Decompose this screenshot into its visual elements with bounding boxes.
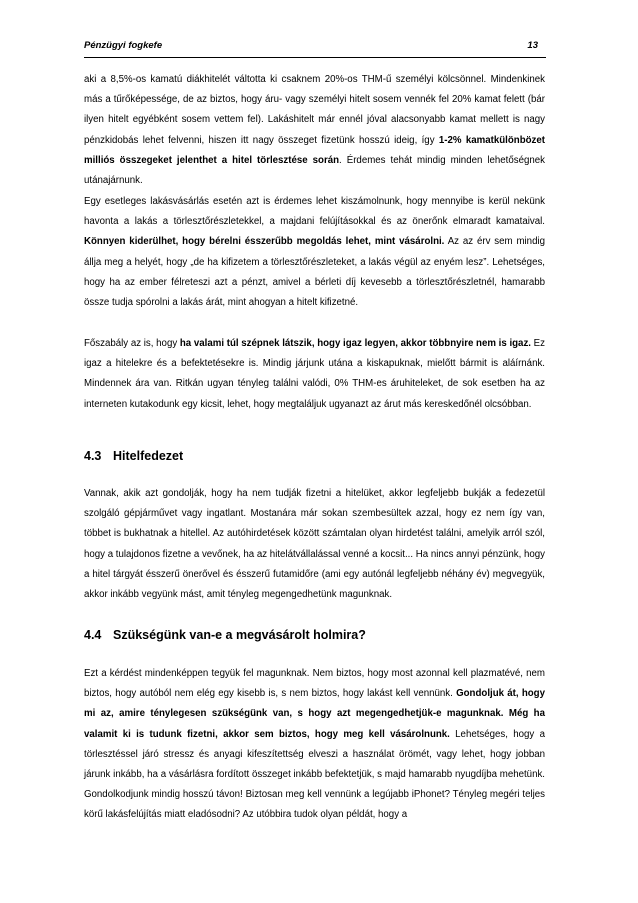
paragraph-emphasis: ha valami túl szépnek látszik, hogy igaz legyen, akkor többnyire nem is igaz. — [179, 338, 531, 349]
paragraph-text: Főszabály az is, hogy — [84, 338, 180, 349]
paragraph-text: aki a 8,5%-os kamatú diákhitelét váltotta ki csaknem 20%-os THM-ű személyi kölcsönnel. Mindenkinek más a tűrőképessége, de az biztos, hogy áru- vagy személyi hitelt sosem vennék fel 20% kamat felett (bár ilyen hitelt egyébként sosem vettem fel). Lakáshitelt már ennél jóval alacsonyabb kamat mellett is nagy pénzkidobás lehet felvenni, hiszen itt nagy összeget fizetünk hosszú ideig, így — [84, 74, 545, 146]
section-title: Hitelfedezet — [113, 449, 184, 463]
section-heading-4-4 — [84, 628, 366, 642]
running-title: Pénzügyi fogkefe — [84, 40, 163, 51]
section-title: Szükségünk van-e a megvásárolt holmira? — [113, 628, 366, 642]
paragraph-do-we-need-it — [84, 664, 545, 826]
paragraph-text: Lehetséges, hogy a törlesztéssel járó stressz és anyagi kifeszítettség elveszi a használat örömét, vagy lehet, hogy jobban járunk inkább, ha a vásárlásra fordított összeget inkább befektetjük, s majd hamarabb nyugdíjba mehetünk. Gondolkodjunk mindig hosszú távon! Biztosan meg kell vennünk a legújabb iPhonet? Tényleg megéri teljes körű lakásfelújítás miatt eladósodni? Az utóbbira tudok olyan példát, hogy a — [84, 728, 545, 821]
page-header — [84, 40, 546, 58]
paragraph-text: Vannak, akik azt gondolják, hogy ha nem tudják fizetni a hitelüket, akkor legfeljebb bukják a fedezetül szolgáló gépjárművet vagy ingatlant. Mostanára már sokan szembesültek azzal, hogy ez nem így van, többet is bukhatnak a hitellel. Az autóhirdetések között számtalan olyan hirdetést találni, amelyik arról szól, hogy a tulajdonos fizetne a vevőnek, ha az hitelátvállalással venné a kocsit... Ha nincs annyi pénzünk, hogy a hitel tárgyát ésszerű önerővel és ésszerű futamidőre (ami egy autónál legfeljebb néhány év) megvegyük, akkor inkább vegyünk mást, amit tényleg megengedhetünk magunknak. — [84, 488, 545, 601]
paragraph-loan-interest — [84, 70, 545, 191]
paragraph-emphasis: Könnyen kiderülhet, hogy bérelni ésszerűbb megoldás lehet, mint vásárolni. — [84, 236, 445, 248]
paragraph-text: Ezt a kérdést mindenképpen tegyük fel magunknak. Nem biztos, hogy most azonnal kell plazmatévé, nem biztos, hogy autóból nem elég egy kisebb is, s nem biztos, hogy lakást kell vennünk. — [84, 668, 545, 700]
section-number: 4.3 — [84, 449, 102, 463]
paragraph-too-good-to-be-true — [84, 334, 545, 415]
paragraph-text: Ez igaz a hitelekre és a befektetésekre is. Mindig járjunk utána a kiskapuknak, mielőtt bármit is aláírnánk. Mindennek ára van. Ritkán ugyan tényleg találni valódi, 0% THM-es áruhiteleket, de sok esetben ha az interneten kutakodunk egy kicsit, lehet, hogy megtaláljuk ugyanazt az árut más kereskedőnél olcsóbban. — [84, 338, 545, 410]
header-rule — [84, 57, 546, 58]
section-heading-4-3 — [84, 449, 183, 463]
paragraph-text: Egy esetleges lakásvásárlás esetén azt is érdemes lehet kiszámolnunk, hogy mennyibe is kerül nekünk havonta a lakás a törlesztőrészletekkel, a majdani felújításokkal és az önerőnk elmaradt kamataival. — [84, 196, 545, 228]
paragraph-text: . Érdemes tehát mindig minden lehetőségnek utánajárnunk. — [84, 154, 545, 187]
paragraph-collateral — [84, 484, 545, 605]
paragraph-emphasis: 1-2% kamatkülönbözet milliós összegeket jelenthet a hitel törlesztése során — [84, 134, 546, 166]
paragraph-rent-vs-buy — [84, 192, 545, 313]
page-number: 13 — [527, 40, 538, 51]
paragraph-emphasis: Gondoljuk át, hogy mi az, amire ténylegesen szükségünk van, s hogy azt megengedhetjük-e magunknak. Még ha valamit ki is tudunk fizetni, akkor sem biztos, hogy meg kell vásárolnunk. — [84, 688, 545, 740]
paragraph-text: Az az érv sem mindig állja meg a helyét, hogy „de ha kifizetem a törlesztőrészleteket, a lakás végül az enyém lesz”. Lehetséges, hogy ha az ember félreteszi azt a pénzt, amivel a bérleti díj kevesebb a törlesztőrészletnél, hamarabb össze tudja spórolni a lakás árát, mint ahogyan a hitelt kifizetné. — [84, 236, 545, 309]
section-number: 4.4 — [84, 628, 102, 642]
